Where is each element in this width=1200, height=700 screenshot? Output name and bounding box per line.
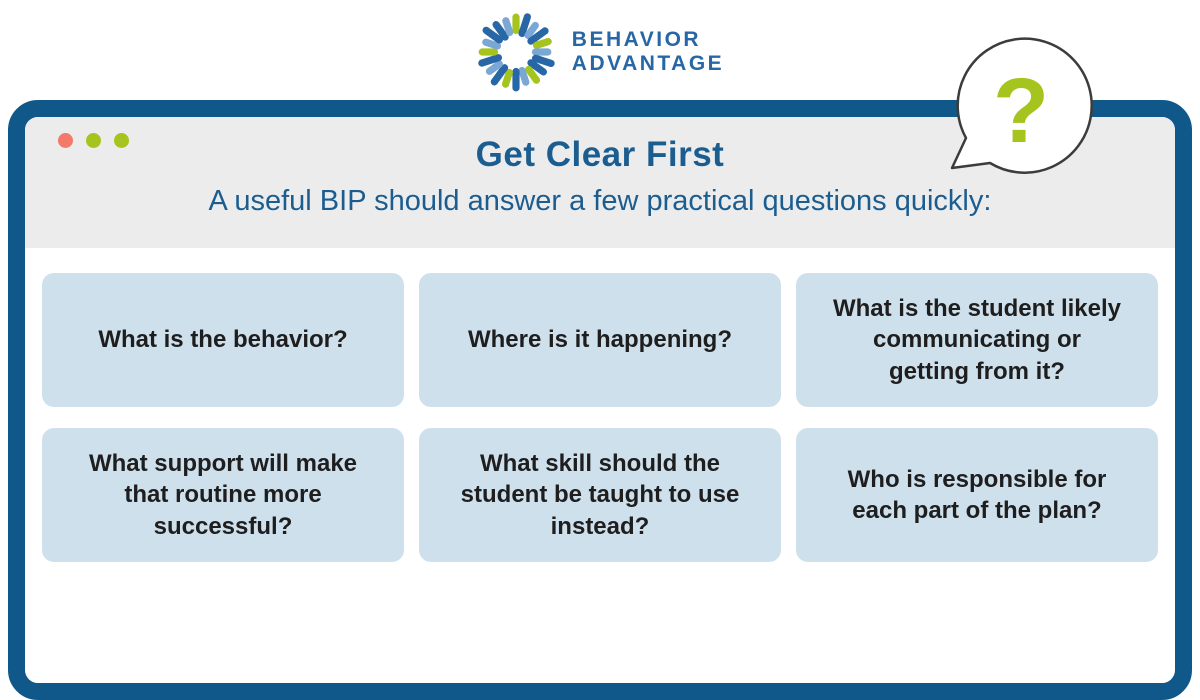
question-card (419, 428, 781, 562)
traffic-dots (58, 133, 129, 148)
cards-grid (25, 273, 1175, 562)
card-text: What is the student likely communicating or getting from it? (832, 295, 1122, 385)
question-card (796, 273, 1158, 407)
brand-name (572, 28, 724, 77)
question-card (42, 428, 404, 562)
brand-name-line2: ADVANTAGE (571, 52, 725, 75)
card-text: What skill should the student be taught to use instead? (460, 450, 740, 540)
question-mark-icon: ? (992, 60, 1050, 162)
card-text: Who is responsible for each part of the plan? (847, 465, 1107, 524)
question-card (42, 273, 404, 407)
question-card (419, 273, 781, 407)
card-text: What is the behavior? (98, 326, 348, 354)
traffic-dot-green-icon (86, 133, 101, 148)
page-subtitle: A useful BIP should answer a few practical questions quickly: (208, 185, 992, 217)
question-card (796, 428, 1158, 562)
traffic-dot-green-icon (114, 133, 129, 148)
traffic-dot-red-icon (58, 133, 73, 148)
card-text: What support will make that routine more successful? (88, 450, 358, 540)
browser-window-frame (8, 100, 1192, 700)
brand-name-line1: BEHAVIOR (571, 27, 702, 51)
card-text: Where is it happening? (467, 326, 732, 354)
burst-logo-icon (476, 12, 556, 92)
page-title: Get Clear First (475, 135, 725, 174)
question-bubble (950, 30, 1100, 180)
